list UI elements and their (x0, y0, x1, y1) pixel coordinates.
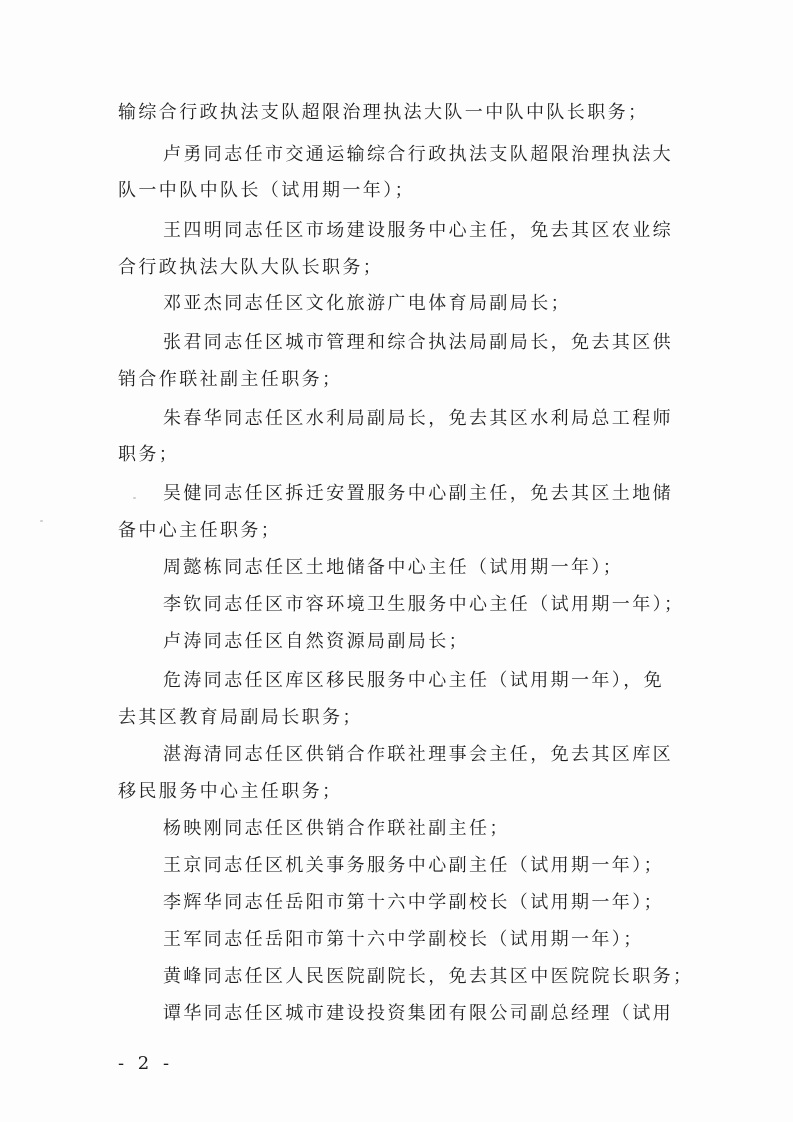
paragraph-first-line: 卢勇同志任市交通运输综合行政执法支队超限治理执法大 (163, 144, 673, 165)
paragraph-first-line: 王京同志任区机关事务服务中心副主任（试用期一年）； (163, 855, 664, 876)
scan-speck (40, 520, 43, 522)
text-line-continuation: 输综合行政执法支队超限治理执法大队一中队中队长职务； (118, 102, 649, 123)
paragraph-first-line: 邓亚杰同志任区文化旅游广电体育局副局长； (163, 293, 571, 314)
paragraph-first-line: 湛海清同志任区供销合作联社理事会主任，免去其区库区 (163, 744, 673, 765)
paragraph-first-line: 危涛同志任区库区移民服务中心主任（试用期一年），免 (163, 670, 664, 691)
paragraph-line: 职务； (118, 444, 180, 465)
paragraph-line: 备中心主任职务； (118, 520, 282, 541)
paragraph-first-line: 王军同志任岳阳市第十六中学副校长（试用期一年）； (163, 929, 644, 950)
paragraph-line: 销合作联社副主任职务； (118, 369, 343, 390)
paragraph-first-line: 李辉华同志任岳阳市第十六中学副校长（试用期一年）； (163, 892, 664, 913)
paragraph-line: 合行政执法大队大队长职务； (118, 257, 384, 278)
paragraph-line: 队一中队中队长（试用期一年）； (118, 180, 415, 201)
paragraph-first-line: 吴健同志任区拆迁安置服务中心副主任，免去其区土地储 (163, 483, 673, 504)
paragraph-line: 去其区教育局副局长职务； (118, 707, 363, 728)
paragraph-first-line: 朱春华同志任区水利局副局长，免去其区水利局总工程师 (163, 408, 673, 429)
page-number: - 2 - (118, 1053, 174, 1074)
paragraph-first-line: 黄峰同志任区人民医院副院长，免去其区中医院院长职务； (163, 966, 694, 987)
paragraph-first-line: 李钦同志任区市容环境卫生服务中心主任（试用期一年）； (163, 594, 685, 615)
paragraph-first-line: 张君同志任区城市管理和综合执法局副局长，免去其区供 (163, 332, 673, 353)
paragraph-first-line: 谭华同志任区城市建设投资集团有限公司副总经理（试用 (163, 1003, 673, 1024)
paragraph-first-line: 周懿栋同志任区土地储备中心主任（试用期一年）； (163, 557, 624, 578)
scan-speck (133, 497, 136, 499)
paragraph-first-line: 王四明同志任区市场建设服务中心主任，免去其区农业综 (163, 220, 673, 241)
paragraph-first-line: 卢涛同志任区自然资源局副局长； (163, 631, 469, 652)
paragraph-first-line: 杨映刚同志任区供销合作联社副主任； (163, 818, 510, 839)
paragraph-line: 移民服务中心主任职务； (118, 781, 343, 802)
